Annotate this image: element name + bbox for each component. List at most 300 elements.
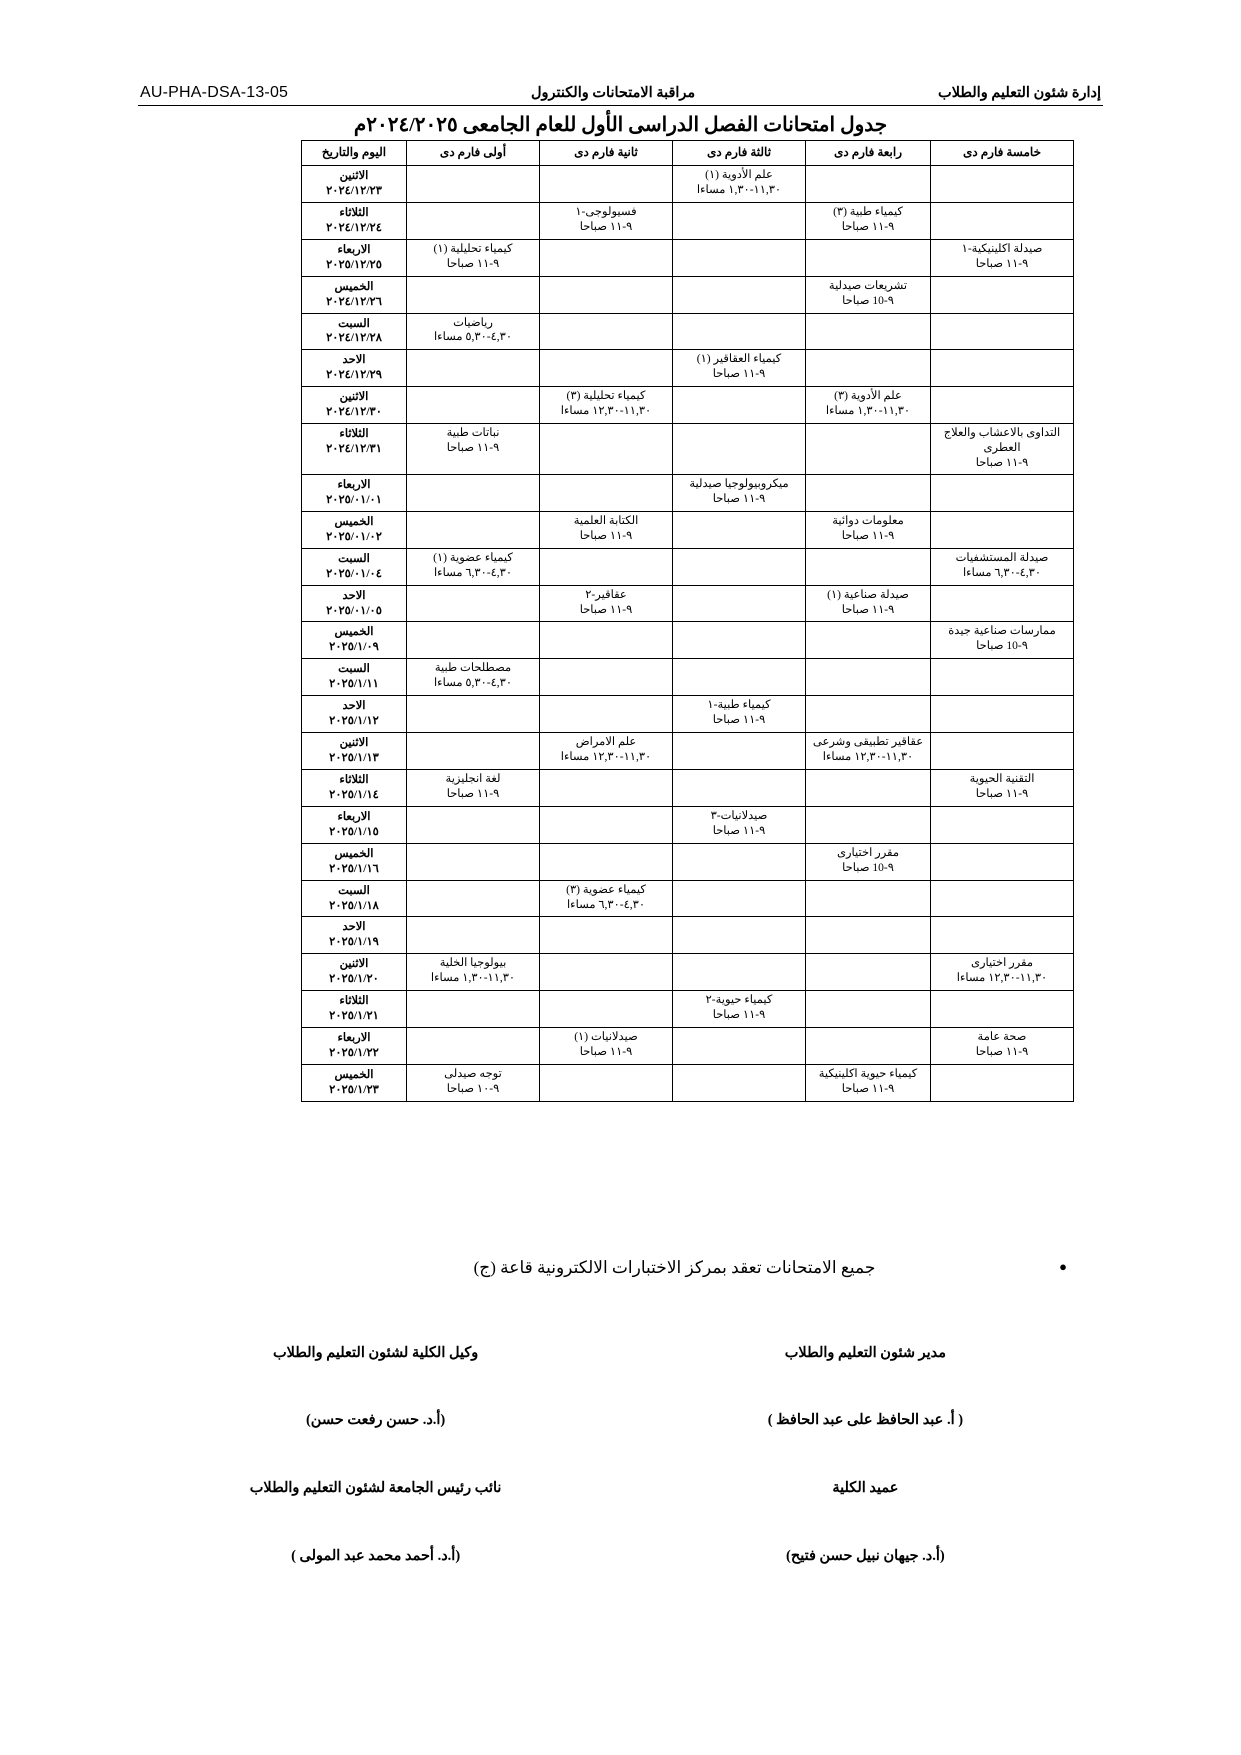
column-header-day-date: اليوم والتاريخ [302,141,407,166]
table-row [302,917,1074,954]
exam-time: ٤,٣٠-٦,٣٠ مساءا [566,898,646,911]
cell-year3 [673,696,806,733]
cell-year4 [806,585,931,622]
cell-year4 [806,954,931,991]
exam-subject: نباتات طبية [446,427,500,440]
cell-year4 [806,622,931,659]
cell-day-date [302,954,407,991]
cell-year3 [673,239,806,276]
cell-year5 [931,991,1074,1028]
exam-time: ١١,٣٠-١,٣٠ مساءا [696,183,782,196]
cell-year2 [540,276,673,313]
exam-time: ١١,٣٠-١٢,٣٠ مساءا [560,405,652,418]
cell-day-date [302,474,407,511]
cell-year3 [673,202,806,239]
table-row [302,659,1074,696]
cell-year5 [931,166,1074,203]
cell-year1 [407,917,540,954]
exam-date: ٢٠٢٥/١/٢٣ [329,1083,379,1096]
exam-venue-note-text: جميع الامتحانات تعقد بمركز الاختبارات الالكترونية قاعة (ج) [473,1258,876,1277]
table-header-row [302,141,1074,166]
document-header [140,84,1101,102]
column-header-year3: ثالثة فارم دى [673,141,806,166]
cell-year3 [673,387,806,424]
exam-subject: التداوى بالاعشاب والعلاج العطرى [943,427,1061,455]
cell-year1 [407,954,540,991]
cell-year2 [540,917,673,954]
header-document-code: AU-PHA-DSA-13-05 [140,84,289,101]
exam-date: ٢٠٢٥/٠١/٠٢ [326,530,382,543]
cell-year1 [407,474,540,511]
exam-day: الاحد [342,354,366,367]
cell-day-date [302,202,407,239]
cell-year5 [931,1064,1074,1101]
cell-day-date [302,350,407,387]
exam-subject: كيمياء عضوية (٣) [566,883,646,896]
exam-time: ٩-١١ صباحا [579,529,633,542]
cell-year2 [540,585,673,622]
cell-day-date [302,843,407,880]
exam-day: الاثنين [339,391,369,404]
cell-day-date [302,387,407,424]
exam-subject: فسيولوجى-١ [575,205,637,218]
cell-year1 [407,202,540,239]
exam-time: ٤,٣٠-٦,٣٠ مساءا [433,566,513,579]
cell-day-date [302,880,407,917]
cell-year1 [407,659,540,696]
exam-date: ٢٠٢٥/١/١٩ [329,936,379,949]
table-row [302,843,1074,880]
signature-title-dean: عميد الكلية [832,1480,899,1496]
cell-year1 [407,239,540,276]
cell-year4 [806,843,931,880]
cell-year1 [407,843,540,880]
exam-subject: عقاقير-٢ [585,588,627,601]
cell-year1 [407,313,540,350]
exam-date: ٢٠٢٥/٠١/٠٤ [326,567,382,580]
cell-year3 [673,991,806,1028]
exam-day: الاثنين [339,737,369,750]
cell-year3 [673,424,806,475]
cell-year4 [806,696,931,733]
exam-date: ٢٠٢٥/١/١٤ [329,788,379,801]
signature-title-education-director: مدير شئون التعليم والطلاب [784,1345,947,1361]
exam-date: ٢٠٢٥/١/٢٢ [329,1047,379,1059]
cell-day-date [302,806,407,843]
cell-year5 [931,806,1074,843]
exam-time: ٩-١١ صباحا [841,220,895,233]
exam-day: الخميس [334,626,374,639]
exam-subject: عقاقير تطبيقى وشرعى [812,736,924,749]
exam-time: ٩-١١ صباحا [579,220,633,233]
exam-subject: صيدلة المستشفيات [955,551,1049,564]
cell-day-date [302,696,407,733]
table-row [302,769,1074,806]
cell-day-date [302,424,407,475]
cell-year1 [407,880,540,917]
cell-year2 [540,806,673,843]
cell-year5 [931,350,1074,387]
cell-year5 [931,474,1074,511]
exam-time: ٩-١١ صباحا [446,257,500,270]
exam-day: السبت [338,552,370,565]
cell-year4 [806,733,931,770]
cell-year4 [806,806,931,843]
cell-year1 [407,511,540,548]
column-header-year5: خامسة فارم دى [931,141,1074,166]
cell-year3 [673,1064,806,1101]
exam-subject: معلومات دوائية [832,514,904,527]
table-row [302,166,1074,203]
cell-year1 [407,1028,540,1065]
cell-year4 [806,1064,931,1101]
schedule-table-wrapper [302,140,1074,1102]
signature-row-titles-2 [167,1480,1074,1497]
exam-subject: كيمياء طبية (٣) [833,205,903,218]
cell-year3 [673,843,806,880]
table-body [302,166,1074,1102]
exam-subject: علم الامراض [575,736,637,749]
exam-day: الاثنين [339,958,369,971]
exam-time: ٩-١١ صباحا [841,1082,895,1095]
exam-date: ٢٠٢٥/١/١٦ [329,862,379,875]
exam-date: ٢٠٢٥/١/٠٩ [329,641,379,654]
cell-day-date [302,769,407,806]
cell-day-date [302,991,407,1028]
cell-year3 [673,548,806,585]
cell-year5 [931,954,1074,991]
exam-day: الاربعاء [337,243,371,256]
exam-time: ٩-١١ صباحا [712,368,766,381]
cell-year2 [540,622,673,659]
table-row [302,474,1074,511]
table-row [302,424,1074,475]
table-row [302,585,1074,622]
column-header-year4: رابعة فارم دى [806,141,931,166]
table-row [302,696,1074,733]
exam-subject: كيمياء طبية-١ [707,699,771,712]
exam-schedule-table [301,140,1074,1102]
cell-year1 [407,733,540,770]
cell-year4 [806,350,931,387]
exam-date: ٢٠٢٤/١٢/٣١ [326,443,382,456]
bullet-icon: ● [1059,1259,1067,1274]
signature-name-education-director: ( أ. عبد الحافظ على عبد الحافظ ) [767,1412,964,1428]
cell-day-date [302,1028,407,1065]
cell-year4 [806,769,931,806]
exam-date: ٢٠٢٥/١/١٣ [329,752,379,764]
signature-row-names-1 [167,1412,1074,1429]
cell-year2 [540,991,673,1028]
cell-year1 [407,696,540,733]
exam-day: الخميس [334,280,374,293]
cell-year4 [806,511,931,548]
cell-year2 [540,350,673,387]
exam-subject: كيمياء تحليلية (١) [433,242,513,255]
cell-year1 [407,991,540,1028]
exam-date: ٢٠٢٥/١/٢٠ [329,973,379,986]
cell-year4 [806,387,931,424]
header-control-label: مراقبة الامتحانات والكنترول [531,85,696,101]
cell-year3 [673,917,806,954]
table-row [302,511,1074,548]
exam-day: السبت [338,317,370,330]
table-row [302,387,1074,424]
cell-day-date [302,659,407,696]
exam-subject: علم الأدوية (٣) [834,390,902,403]
exam-day: الثلاثاء [339,428,369,441]
exam-subject: رياضيات [453,316,493,329]
cell-year3 [673,474,806,511]
cell-year3 [673,659,806,696]
cell-year4 [806,313,931,350]
cell-year4 [806,166,931,203]
exam-date: ٢٠٢٤/١٢/٢٤ [326,221,382,234]
exam-day: الثلاثاء [339,206,369,219]
cell-year1 [407,1064,540,1101]
column-header-year2: ثانية فارم دى [540,141,673,166]
exam-date: ٢٠٢٥/٠١/٠١ [326,493,382,506]
cell-year4 [806,1028,931,1065]
exam-subject: صيدلة صناعية (١) [827,588,909,601]
exam-time: ٩-10 صباحا [842,861,894,874]
exam-subject: كيمياء حيوية-٢ [705,994,773,1007]
cell-year5 [931,424,1074,475]
cell-year1 [407,622,540,659]
exam-subject: صحة عامة [977,1031,1027,1044]
cell-year1 [407,350,540,387]
exam-day: السبت [338,663,370,676]
cell-year5 [931,548,1074,585]
cell-day-date [302,1064,407,1101]
cell-year2 [540,424,673,475]
exam-date: ٢٠٢٥/١/١٨ [329,899,379,912]
exam-date: ٢٠٢٤/١٢/٣٠ [326,406,382,419]
cell-day-date [302,166,407,203]
cell-day-date [302,239,407,276]
cell-year1 [407,806,540,843]
cell-year4 [806,548,931,585]
exam-time: ٩-١١ صباحا [712,714,766,727]
cell-year3 [673,313,806,350]
signature-title-vice-dean: وكيل الكلية لشئون التعليم والطلاب [272,1345,479,1361]
cell-year4 [806,424,931,475]
exam-date: ٢٠٢٤/١٢/٢٣ [326,184,382,197]
exam-subject: ممارسات صناعية جيدة [948,625,1056,638]
cell-year3 [673,511,806,548]
cell-year4 [806,276,931,313]
table-row [302,733,1074,770]
exam-time: ٩-١١ صباحا [975,787,1029,800]
table-row [302,1028,1074,1065]
cell-year1 [407,548,540,585]
cell-year2 [540,239,673,276]
table-row [302,991,1074,1028]
header-department-label: إدارة شئون التعليم والطلاب [938,85,1101,101]
cell-year3 [673,954,806,991]
exam-subject: ميكروبيولوجيا صيدلية [689,477,789,490]
exam-subject: علم الأدوية (١) [705,169,773,181]
cell-year3 [673,622,806,659]
cell-year5 [931,276,1074,313]
exam-day: الاربعاء [337,810,371,823]
cell-year3 [673,733,806,770]
cell-year1 [407,276,540,313]
cell-year5 [931,769,1074,806]
cell-year2 [540,843,673,880]
exam-date: ٢٠٢٤/١٢/٢٨ [326,332,382,345]
exam-subject: الكتابة العلمية [573,514,639,527]
exam-time: ٩-10 صباحا [842,294,894,307]
exam-day: الخميس [334,847,374,860]
cell-year2 [540,202,673,239]
exam-date: ٢٠٢٥/١/١١ [329,678,379,691]
table-row [302,276,1074,313]
table-row [302,806,1074,843]
exam-day: الثلاثاء [339,773,369,786]
exam-date: ٢٠٢٥/١/٢١ [329,1010,379,1023]
exam-day: الاثنين [339,170,369,182]
exam-day: الاربعاء [337,1032,371,1045]
cell-year3 [673,585,806,622]
table-row [302,548,1074,585]
cell-year4 [806,202,931,239]
exam-day: الاحد [342,589,366,602]
cell-year4 [806,917,931,954]
signature-name-vice-dean: (أ.د. حسن رفعت حسن) [305,1412,446,1428]
exam-subject: مصطلحات طبية [434,662,512,675]
table-row [302,313,1074,350]
cell-year2 [540,313,673,350]
exam-subject: صيدلة اكلينيكية-١ [961,242,1043,255]
exam-time: ٩-١١ صباحا [975,257,1029,270]
exam-time: ٩-١١ صباحا [975,1046,1029,1058]
table-row [302,954,1074,991]
exam-subject: مقرر اختيارى [970,957,1034,970]
cell-day-date [302,585,407,622]
exam-date: ٢٠٢٤/١٢/٢٦ [326,295,382,308]
exam-date: ٢٠٢٥/١/١٥ [329,825,379,838]
cell-year2 [540,954,673,991]
exam-time: ١١,٣٠-١,٣٠ مساءا [825,405,911,418]
exam-subject: مقرر اختيارى [836,846,900,859]
exam-day: الخميس [334,515,374,528]
cell-year5 [931,1028,1074,1065]
cell-year2 [540,733,673,770]
exam-subject: التقنية الحيوية [969,772,1035,785]
cell-year5 [931,387,1074,424]
signature-name-dean: (أ.د. جيهان نبيل حسن فتيح) [786,1548,945,1564]
column-header-year1: أولى فارم دى [407,141,540,166]
signature-title-vice-president: نائب رئيس الجامعة لشئون التعليم والطلاب [249,1480,502,1496]
cell-year2 [540,1064,673,1101]
table-row [302,622,1074,659]
exam-subject: كيمياء تحليلية (٣) [566,390,646,403]
signature-name-vice-president: (أ.د. أحمد محمد عبد المولى ) [291,1548,461,1564]
exam-time: ١١,٣٠-١٢,٣٠ مساءا [822,751,914,763]
exam-time: ٩-١١ صباحا [712,492,766,505]
exam-time: ٤,٣٠-٥,٣٠ مساءا [433,677,513,690]
exam-time: ٩-١١ صباحا [841,529,895,542]
cell-year5 [931,917,1074,954]
table-row [302,880,1074,917]
exam-subject: كيمياء العقاقير (١) [696,353,782,366]
cell-year2 [540,1028,673,1065]
exam-date: ٢٠٢٥/١/١٢ [329,715,379,728]
cell-day-date [302,511,407,548]
exam-time: ١١,٣٠-١٢,٣٠ مساءا [560,751,652,763]
cell-year1 [407,424,540,475]
table-row [302,1064,1074,1101]
exam-time: ٩-١١ صباحا [712,824,766,837]
cell-day-date [302,917,407,954]
exam-time: ٩-١١ صباحا [579,603,633,616]
cell-year5 [931,622,1074,659]
exam-subject: تشريعات صيدلية [828,279,908,292]
cell-year4 [806,659,931,696]
exam-time: ٩-١١ صباحا [446,442,500,455]
cell-year5 [931,511,1074,548]
exam-subject: صيدلانيات (١) [574,1031,638,1044]
exam-subject: كيمياء حيوية اكلينيكية [818,1067,918,1080]
exam-time: ١١,٣٠-١,٣٠ مساءا [430,972,516,985]
cell-year3 [673,166,806,203]
exam-day: الاحد [342,921,366,934]
cell-year3 [673,806,806,843]
cell-year2 [540,548,673,585]
exam-subject: بيولوجيا الخلية [439,957,507,970]
cell-year5 [931,202,1074,239]
cell-year5 [931,585,1074,622]
exam-date: ٢٠٢٥/١٢/٢٥ [326,258,382,271]
cell-day-date [302,548,407,585]
cell-year3 [673,1028,806,1065]
exam-venue-note [167,1258,1074,1278]
exam-time: ٩-١١ صباحا [579,1046,633,1058]
cell-year3 [673,769,806,806]
table-row [302,239,1074,276]
exam-time: ٤,٣٠-٦,٣٠ مساءا [962,566,1042,579]
table-row [302,350,1074,387]
cell-year4 [806,880,931,917]
cell-year1 [407,769,540,806]
cell-year1 [407,387,540,424]
cell-year4 [806,239,931,276]
exam-subject: لغة انجليزية [445,772,501,785]
cell-year2 [540,659,673,696]
exam-time: ١١,٣٠-١٢,٣٠ مساءا [956,972,1048,985]
page-title: جدول امتحانات الفصل الدراسى الأول للعام الجامعى ٢٠٢٤/٢٠٢٥م [353,114,888,136]
exam-day: الاحد [342,700,366,713]
cell-day-date [302,276,407,313]
exam-day: الثلاثاء [339,995,369,1008]
cell-year1 [407,585,540,622]
exam-time: ٩-١٠ صباحا [446,1082,500,1095]
exam-day: الخميس [334,1068,374,1081]
cell-year5 [931,696,1074,733]
cell-year5 [931,659,1074,696]
cell-year2 [540,769,673,806]
cell-year5 [931,239,1074,276]
exam-time: ٩-١١ صباحا [841,603,895,616]
cell-year2 [540,474,673,511]
exam-time: ٩-١١ صباحا [975,457,1029,469]
cell-year2 [540,166,673,203]
cell-year1 [407,166,540,203]
cell-year4 [806,474,931,511]
signature-row-titles-1 [167,1345,1074,1362]
exam-date: ٢٠٢٥/٠١/٠٥ [326,604,382,617]
